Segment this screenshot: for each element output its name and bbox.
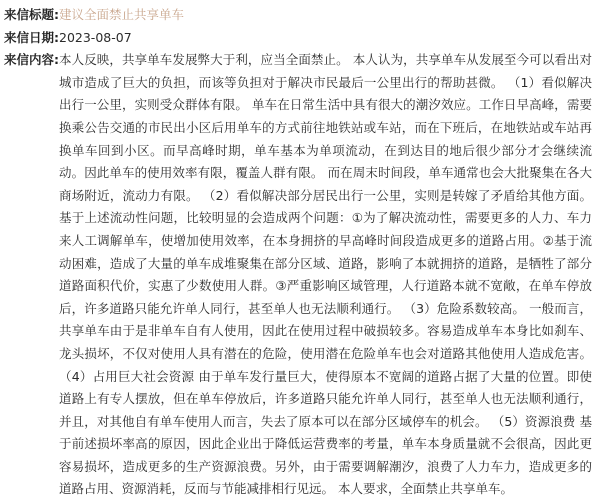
content-label: 来信内容:	[4, 52, 59, 68]
content-row	[4, 49, 592, 501]
content-body: 本人反映，共享单车发展弊大于利，应当全面禁止。 本人认为，共享单车从发展至今可以看出对城市造成了巨大的负担，而该等负担对于解决市民最后一公里出行的帮助甚微。 （1）看似解决出行一公里，实则受众群体有限。 单车在日常生活中具有很大的潮汐效应。工作日早高峰，需要换乘公告交通的市民出小区后用单车的方式前往地铁站或车站，而在下班后，在地铁站或车站再换单车回到小区。而早高峰时期，单车基本为单项流动，在到达目的地后很少部分才会继续流动。因此单车的使用效率有限，覆盖人群有限。 而在周末时间段，单车通常也会大批聚集在各大商场附近，流动力有限。 （2）看似解决部分居民出行一公里，实则是转嫁了矛盾给其他方面。 基于上述流动性问题，比较明显的会造成两个问题：①为了解决流动性，需要更多的人力、车力来人工调解单车，使增加使用效率，在本身拥挤的早高峰时间段造成更多的道路占用。②基于流动困难，造成了大量的单车成堆聚集在部分区域、道路，影响了本就拥挤的道路，是牺牲了部分道路面积代价，实惠了少数使用人群。③严重影响区域管理，人行道路本就不宽敞，在单车停放后，许多道路只能允许单人同行，甚至单人也无法顺利通行。 （3）危险系数较高。 一般而言，共享单车由于是非单车自有人使用，因此在使用过程中破损较多。容易造成单车本身比如刹车、龙头损坏，不仅对使用人具有潜在的危险，使用潜在危险单车也会对道路其他使用人造成危害。 （4）占用巨大社会资源 由于单车发行量巨大，使得原本不宽阔的道路占据了大量的位置。即使道路上有专人摆放，但在单车停放后，许多道路只能允许单人同行，甚至单人也无法顺利通行，并且，对其他自有单车使用人而言，失去了原本可以在部分区域停车的机会。 （5）资源浪费 基于前述损坏率高的原因，因此企业出于降低运营费率的考量，单车本身质量就不会很高，因此更容易损坏，造成更多的生产资源浪费。另外，由于需要调解潮汐，浪费了人力车力，造成更多的道路占用、资源消耗，反而与节能减排相行见远。 本人要求，全面禁止共享单车。	[59, 52, 592, 497]
title-row	[4, 4, 592, 27]
title-value: 建议全面禁止共享单车	[59, 7, 185, 22]
title-label: 来信标题:	[4, 7, 59, 22]
date-label: 来信日期:	[4, 29, 59, 45]
date-value: 2023-08-07	[59, 29, 132, 45]
date-row	[4, 27, 592, 50]
